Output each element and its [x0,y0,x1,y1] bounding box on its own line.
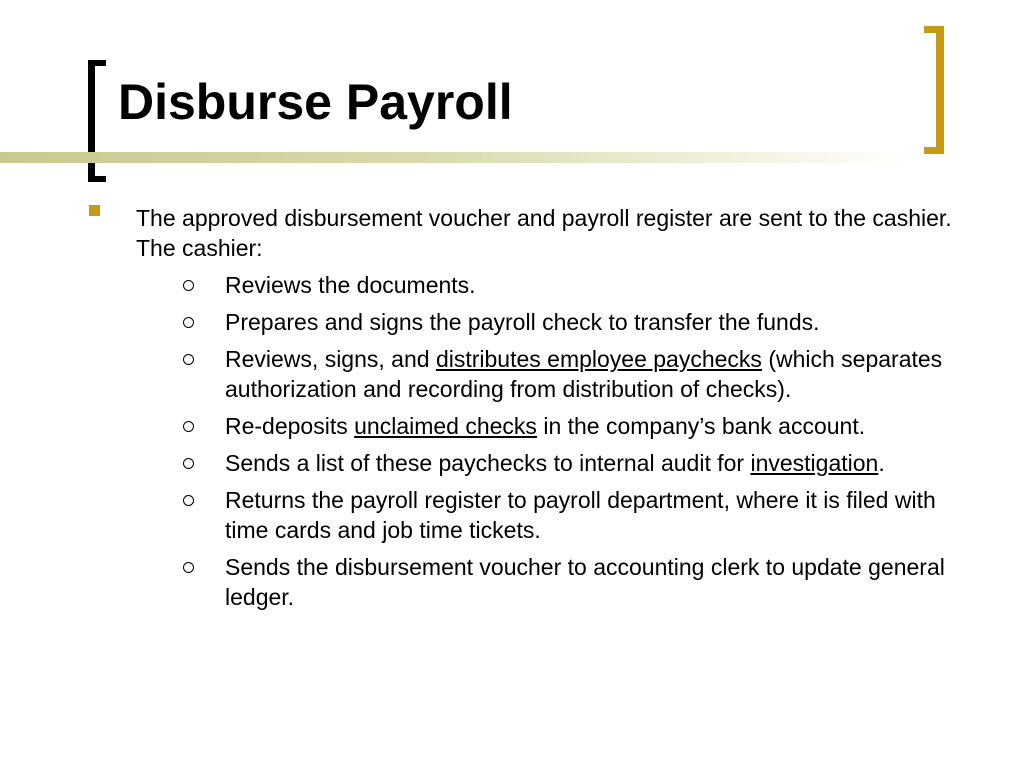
right-bracket-decoration [924,26,944,154]
list-item-text-post: (which separates authorization and recording from distribution of checks). [225,346,943,402]
list-item [0,411,1024,441]
list-item-text: Prepares and signs the payroll check to transfer the funds. [225,309,820,335]
list-item-text-pre: Re-deposits [225,413,355,439]
circle-bullet-icon [183,562,194,573]
left-bracket-decoration [88,60,106,182]
list-item-text: Sends the disbursement voucher to accounting clerk to update general ledger. [225,554,945,610]
circle-bullet-icon [183,495,194,506]
list-item [0,552,1024,612]
circle-bullet-icon [183,317,194,328]
title-underline-bar [0,152,910,163]
list-item [0,344,1024,404]
investigation-link[interactable]: investigation [750,450,879,476]
list-item-text-pre: Reviews, signs, and [225,346,436,372]
circle-bullet-icon [183,458,194,469]
unclaimed-checks-link[interactable]: unclaimed checks [354,413,537,439]
list-item-text: Reviews the documents. [225,272,476,298]
list-item-text-post: in the company’s bank account. [536,413,866,439]
main-bullet-text: The approved disbursement voucher and payroll register are sent to the cashier. The cashier: [136,205,952,261]
distributes-paychecks-link[interactable]: distributes employee paychecks [435,346,762,372]
circle-bullet-icon [183,421,194,432]
circle-bullet-icon [183,354,194,365]
list-item-text-post: . [878,450,885,476]
square-bullet-icon [89,205,100,216]
circle-bullet-icon [183,280,194,291]
list-item [0,270,1024,300]
list-item [0,307,1024,337]
list-item-text: Returns the payroll register to payroll department, where it is filed with time cards and job time tickets. [225,487,936,543]
sub-bullet-list [0,270,1024,619]
slide-title: Disburse Payroll [118,74,513,130]
list-item [0,485,1024,545]
list-item-text-pre: Sends a list of these paychecks to internal audit for [225,450,751,476]
list-item [0,448,1024,478]
